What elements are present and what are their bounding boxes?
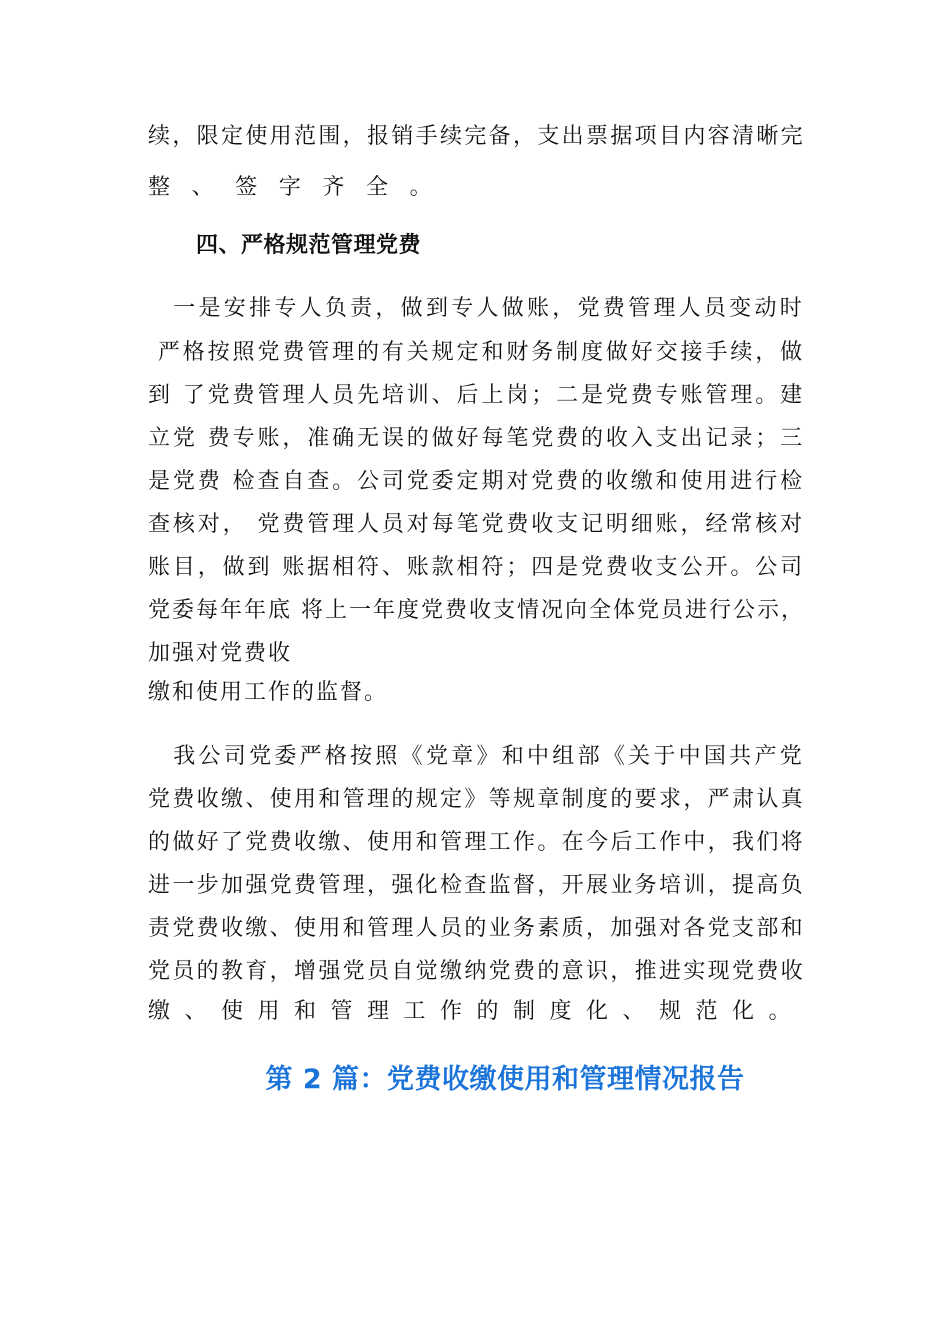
text-line: 续，限定使用范围，报销手续完备，支出票据项目内容清晰完 xyxy=(148,124,805,149)
text-line: 的做好了党费收缴、使用和管理工作。在今后工作中，我们将 xyxy=(148,830,805,855)
text-line: 党委每年年底 将上一年度党费收支情况向全体党员进行公示， xyxy=(148,598,805,623)
text-line: 是党费 检查自查。公司党委定期对党费的收缴和使用进行检 xyxy=(148,469,805,494)
text-line: 党员的教育，增强党员自觉缴纳党费的意识，推进实现党费收 xyxy=(148,959,805,984)
text-line: 缴、使用和管理工作的制度化、规范化。 xyxy=(148,999,805,1024)
text-line: 严格按照党费管理的有关规定和财务制度做好交接手续，做 xyxy=(148,340,805,365)
text-line: 加强对党费收 xyxy=(148,641,293,666)
text-line: 整、签字齐全。 xyxy=(148,175,454,200)
section-heading: 四、严格规范管理党费 xyxy=(196,233,422,258)
text-line: 责党费收缴、使用和管理人员的业务素质，加强对各党支部和 xyxy=(148,916,805,941)
text-line: 立党 费专账，准确无误的做好每笔党费的收入支出记录；三 xyxy=(148,426,805,451)
text-line: 查核对， 党费管理人员对每笔党费收支记明细账，经常核对 xyxy=(148,512,805,537)
text-line: 一是安排专人负责，做到专人做账，党费管理人员变动时 xyxy=(148,296,805,321)
text-line: 党费收缴、使用和管理的规定》等规章制度的要求，严肃认真 xyxy=(148,787,805,812)
text-line: 缴和使用工作的监督。 xyxy=(148,680,389,705)
text-line: 我公司党委严格按照《党章》和中组部《关于中国共产党 xyxy=(148,744,805,769)
text-line: 进一步加强党费管理，强化检查监督，开展业务培训，提高负 xyxy=(148,873,805,898)
text-line: 账目，做到 账据相符、账款相符；四是党费收支公开。公司 xyxy=(148,555,805,580)
section-title: 第 2 篇：党费收缴使用和管理情况报告 xyxy=(265,1064,745,1095)
text-line: 到 了党费管理人员先培训、后上岗；二是党费专账管理。建 xyxy=(148,383,805,408)
